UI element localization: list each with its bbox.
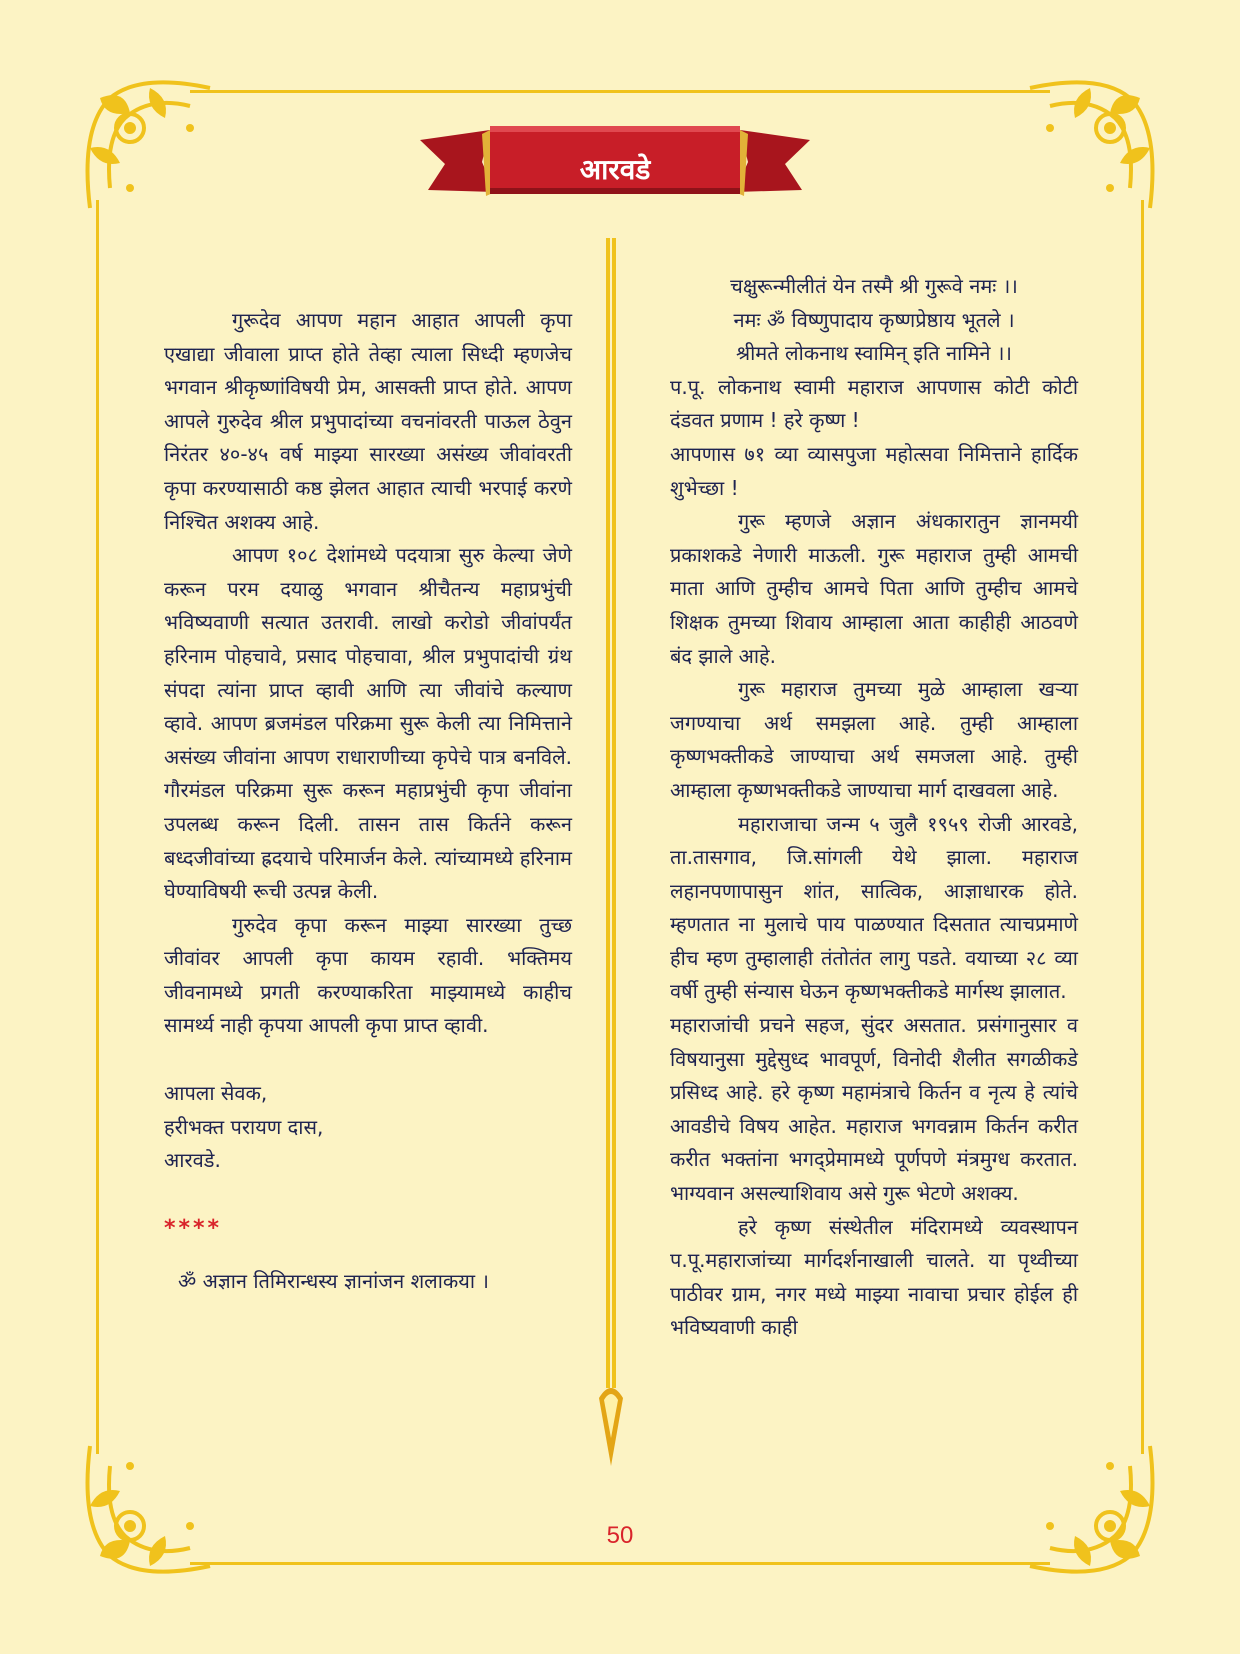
body-paragraph: आपण १०८ देशांमध्ये पदयात्रा सुरु केल्या जेणे करून परम दयाळु भगवान श्रीचैतन्य महाप्रभुंची भविष्यवाणी सत्यात उतरावी. लाखो करोडो जीवांपर्यंत हरिनाम पोहचावे, प्रसाद पोहचावा, श्रील प्रभुपादांची ग्रंथ संपदा त्यांना प्राप्त व्हावी आणि त्या जीवांचे कल्याण व्हावे. आपण ब्रजमंडल परिक्रमा सुरू केली त्या निमित्ताने असंख्य जीवांना आपण राधाराणीच्या कृपेचे पात्र बनविले. गौरमंडल परिक्रमा सुरू करून महाप्रभुंची कृपा जीवांना उपलब्ध करून दिली. तासन तास किर्तने करून बध्दजीवांच्या ह्रदयाचे परिमार्जन केले. त्यांच्यामध्ये हरिनाम घेण्याविषयी रूची उत्पन्न केली. (164, 543, 572, 904)
corner-ornament-icon (1020, 1436, 1170, 1586)
verse-line: चक्षुरून्मीलीतं येन तस्मै श्री गुरूवे नमः ।। (730, 274, 1018, 298)
frame-top-line (190, 90, 1050, 93)
greeting-line: प.पू. लोकनाथ स्वामी महाराज आपणास कोटी कोटी दंडवत प्रणाम ! हरे कृष्ण ! (670, 374, 1078, 433)
column-divider (596, 238, 626, 1468)
page-title: आरवडे (579, 153, 651, 186)
body-paragraph: हरे कृष्ण संस्थेतील मंदिरामध्ये व्यवस्थापन प.पू.महाराजांच्या मार्गदर्शनाखाली चालते. या पृथ्वीच्या पाठीवर ग्राम, नगर मध्ये माझ्या नावाचा प्रचार होईल ही भविष्यवाणी काही (670, 1214, 1078, 1340)
corner-ornament-icon (70, 1436, 220, 1586)
signature-line: आपला सेवक, (164, 1081, 268, 1106)
separator-stars: **** (164, 1215, 223, 1241)
body-paragraph: गुरूदेव आपण महान आहात आपली कृपा एखाद्या जीवाला प्राप्त होते तेव्हा त्याला सिध्दी म्हणजेच भगवान श्रीकृष्णांविषयी प्रेम, आसक्ती प्राप्त होते. आपण आपले गुरुदेव श्रील प्रभुपादांच्या वचनांवरती पाऊल ठेवुन निरंतर ४०-४५ वर्ष माझ्या सारख्या असंख्य जीवांवरती कृपा करण्यासाठी कष्ठ झेलत आहात त्याची भरपाई करणे निश्चित अशक्य आहे. (164, 308, 572, 534)
frame-left-line (96, 200, 99, 1454)
frame-right-line (1141, 200, 1144, 1454)
right-column (670, 270, 1078, 1345)
body-paragraph: महाराजांची प्रचने सहज, सुंदर असतात. प्रसंगानुसार व विषयानुसा मुद्देसुध्द भावपूर्ण, विनोदी शैलीत सगळीकडे प्रसिध्द आहे. हरे कृष्ण महामंत्राचे किर्तन व नृत्य हे त्यांचे आवडीचे विषय आहेत. महाराज भगवन्नाम किर्तन करीत करीत भक्तांना भगद्प्रेमामध्ये पूर्णपणे मंत्रमुग्ध करतात. भाग्यवान असल्याशिवाय असे गुरू भेटणे अशक्य. (670, 1013, 1078, 1206)
verse-line: श्रीमते लोकनाथ स्वामिन् इति नामिने ।। (735, 341, 1013, 366)
corner-ornament-icon (70, 68, 220, 218)
signature-line: हरीभक्त परायण दास, (164, 1114, 324, 1139)
body-paragraph: गुरू म्हणजे अज्ञान अंधकारातुन ज्ञानमयी प्रकाशकडे नेणारी माऊली. गुरू महाराज तुम्ही आमची माता आणि तुम्हीच आमचे पिता आणि तुम्हीच आमचे शिक्षक तुमच्या शिवाय आम्हाला आता काहीही आठवणे बंद झाले आहे. (670, 509, 1078, 668)
frame-bottom-line (190, 1562, 1050, 1565)
body-paragraph: महाराजाचा जन्म ५ जुलै १९५९ रोजी आरवडे, ता.तासगाव, जि.सांगली येथे झाला. महाराज लहानपणापासुन शांत, सात्विक, आज्ञाधारक होते. म्हणतात ना मुलाचे पाय पाळण्यात दिसतात त्याचप्रमाणे हीच म्हण तुम्हालाही तंतोतंत लागु पडते. वयाच्या २८ व्या वर्षी तुम्ही संन्यास घेऊन कृष्णभक्तीकडे मार्गस्थ झालात. (670, 811, 1078, 1004)
closing-verse: ॐ अज्ञान तिमिरान्धस्य ज्ञानांजन शलाकया । (178, 1269, 489, 1294)
left-column (164, 304, 572, 1299)
greeting-line: आपणास ७१ व्या व्यासपुजा महोत्सवा निमित्ताने हार्दिक शुभेच्छा ! (670, 441, 1078, 500)
body-paragraph: गुरुदेव कृपा करून माझ्या सारख्या तुच्छ जीवांवर आपली कृपा कायम रहावी. भक्तिमय जीवनामध्ये प्रगती करण्याकरिता माझ्यामध्ये काहीच सामर्थ्य नाही कृपया आपली कृपा प्राप्त व्हावी. (164, 912, 572, 1038)
verse-line: नमः ॐ विष्णुपादाय कृष्णप्रेष्ठाय भूतले । (733, 307, 1015, 332)
signature-line: आरवडे. (164, 1148, 221, 1173)
corner-ornament-icon (1020, 68, 1170, 218)
page-number: 50 (606, 1522, 634, 1549)
body-paragraph: गुरू महाराज तुमच्या मुळे आम्हाला खऱ्या जगण्याचा अर्थ समझला आहे. तुम्ही आम्हाला कृष्णभक्तीकडे जाण्याचा अर्थ समजला आहे. तुम्ही आम्हाला कृष्णभक्तीकडे जाण्याचा मार्ग दाखवला आहे. (670, 677, 1078, 802)
